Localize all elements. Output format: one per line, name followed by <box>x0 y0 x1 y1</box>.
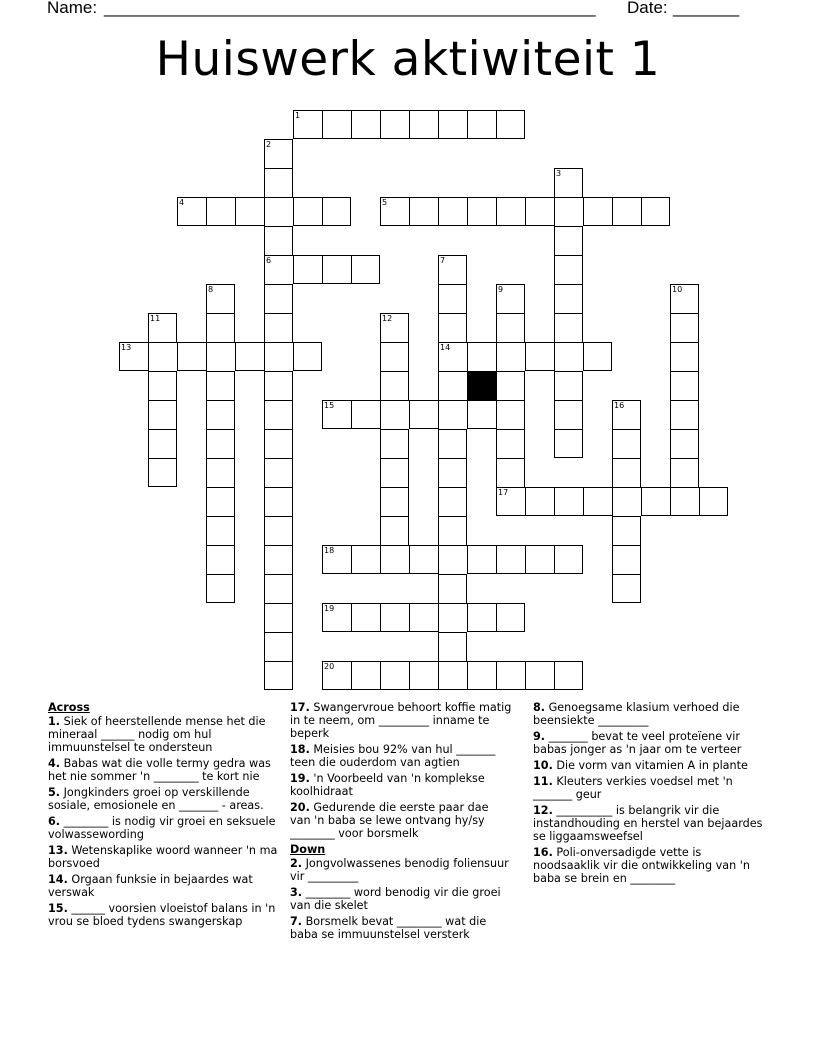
clue <box>533 701 765 727</box>
clue-number: 8. <box>533 701 546 714</box>
crossword-cell[interactable] <box>351 110 380 139</box>
crossword-cell[interactable] <box>206 458 235 487</box>
crossword-cell[interactable] <box>438 342 467 371</box>
crossword-cell[interactable] <box>438 400 467 429</box>
crossword-cell[interactable] <box>293 342 322 371</box>
crossword-cell[interactable] <box>351 661 380 690</box>
crossword-cell[interactable] <box>496 603 525 632</box>
clue-number: 14. <box>48 873 68 886</box>
crossword-cell[interactable] <box>293 197 322 226</box>
crossword-cell[interactable] <box>264 574 293 603</box>
crossword-cell[interactable] <box>612 516 641 545</box>
crossword-cell[interactable] <box>380 313 409 342</box>
crossword-cell[interactable] <box>583 342 612 371</box>
clue-text: ________ word benodig vir die groei van die skelet <box>290 886 501 912</box>
crossword-cell[interactable] <box>496 661 525 690</box>
crossword-cell[interactable] <box>554 429 583 458</box>
crossword-cell[interactable] <box>525 197 554 226</box>
cell-number: 7 <box>440 256 446 265</box>
clue-text: Swangervroue behoort koffie matig in te neem, om _________ inname te beperk <box>290 701 512 740</box>
cell-number: 5 <box>382 198 388 207</box>
crossword-cell[interactable] <box>409 400 438 429</box>
clues-column-3 <box>533 701 765 888</box>
crossword-cell[interactable] <box>670 487 699 516</box>
crossword-cell[interactable] <box>438 545 467 574</box>
clue-text: Babas wat die volle termy gedra was het nie sommer 'n ________ te kort nie <box>48 757 271 783</box>
clue-text: Jongvolwassenes benodig foliensuur vir _________ <box>290 857 509 883</box>
clue <box>48 844 284 870</box>
clue <box>533 730 765 756</box>
crossword-cell[interactable] <box>351 545 380 574</box>
crossword-cell[interactable] <box>206 284 235 313</box>
crossword-cell[interactable] <box>525 545 554 574</box>
cell-number: 9 <box>498 285 504 294</box>
crossword-cell[interactable] <box>380 516 409 545</box>
clue-text: Borsmelk bevat ________ wat die baba se immuunstelsel versterk <box>290 915 487 941</box>
crossword-cell[interactable] <box>148 429 177 458</box>
name-field-line[interactable]: ____________________________________________________ <box>104 0 596 17</box>
cell-number: 6 <box>266 256 272 265</box>
crossword-cell[interactable] <box>496 487 525 516</box>
crossword-cell[interactable] <box>380 429 409 458</box>
crossword-cell[interactable] <box>438 197 467 226</box>
crossword-cell[interactable] <box>699 487 728 516</box>
clue <box>48 757 284 783</box>
crossword-cell[interactable] <box>264 632 293 661</box>
clue-number: 3. <box>290 886 303 899</box>
crossword-cell[interactable] <box>148 458 177 487</box>
crossword-cell[interactable] <box>670 458 699 487</box>
crossword-cell[interactable] <box>467 400 496 429</box>
clue-text: Meisies bou 92% van hul _______ teen die ouderdom van agtien <box>290 743 496 769</box>
crossword-cell[interactable] <box>554 371 583 400</box>
crossword-cell[interactable] <box>496 371 525 400</box>
cell-number: 12 <box>382 314 393 323</box>
crossword-cell[interactable] <box>438 632 467 661</box>
crossword-cell[interactable] <box>554 284 583 313</box>
crossword-cell[interactable] <box>264 255 293 284</box>
cell-number: 18 <box>324 546 335 555</box>
crossword-cell[interactable] <box>380 487 409 516</box>
clue-number: 7. <box>290 915 303 928</box>
crossword-cell[interactable] <box>177 342 206 371</box>
crossword-cell[interactable] <box>148 371 177 400</box>
crossword-cell[interactable] <box>467 661 496 690</box>
crossword-cell[interactable] <box>438 487 467 516</box>
crossword-cell[interactable] <box>496 342 525 371</box>
crossword-cell[interactable] <box>264 545 293 574</box>
crossword-cell[interactable] <box>641 487 670 516</box>
crossword-cell[interactable] <box>438 255 467 284</box>
clue <box>290 915 512 941</box>
clue-number: 13. <box>48 844 68 857</box>
clue-number: 17. <box>290 701 310 714</box>
crossword-cell[interactable] <box>438 603 467 632</box>
crossword-cell[interactable] <box>206 400 235 429</box>
clues-column-1 <box>48 701 284 931</box>
clue-number: 18. <box>290 743 310 756</box>
crossword-cell[interactable] <box>322 110 351 139</box>
crossword-cell[interactable] <box>496 197 525 226</box>
cell-number: 4 <box>179 198 185 207</box>
crossword-cell[interactable] <box>525 661 554 690</box>
crossword-cell[interactable] <box>670 284 699 313</box>
clue <box>533 846 765 885</box>
crossword-cell[interactable] <box>264 313 293 342</box>
crossword-cell[interactable] <box>235 197 264 226</box>
clue-number: 6. <box>48 815 61 828</box>
crossword-cell[interactable] <box>438 661 467 690</box>
crossword-cell[interactable] <box>554 342 583 371</box>
crossword-cell[interactable] <box>554 661 583 690</box>
crossword-cell[interactable] <box>148 400 177 429</box>
clue <box>290 886 512 912</box>
clue-number: 10. <box>533 759 553 772</box>
clue <box>290 857 512 883</box>
crossword-cell[interactable] <box>264 487 293 516</box>
clue-number: 5. <box>48 786 61 799</box>
crossword-cell[interactable] <box>554 400 583 429</box>
crossword-cell[interactable] <box>554 226 583 255</box>
crossword-cell[interactable] <box>264 139 293 168</box>
crossword-cell[interactable] <box>177 197 206 226</box>
crossword-cell[interactable] <box>206 371 235 400</box>
crossword-cell[interactable] <box>148 342 177 371</box>
crossword-cell[interactable] <box>409 603 438 632</box>
crossword-cell[interactable] <box>264 458 293 487</box>
crossword-cell[interactable] <box>438 313 467 342</box>
crossword-cell[interactable] <box>467 110 496 139</box>
clue <box>48 902 284 928</box>
clue-number: 9. <box>533 730 546 743</box>
cell-number: 1 <box>295 111 301 120</box>
crossword-cell[interactable] <box>670 400 699 429</box>
crossword-cell[interactable] <box>380 661 409 690</box>
clue <box>290 743 512 769</box>
crossword-cell[interactable] <box>496 429 525 458</box>
cell-number: 19 <box>324 604 335 613</box>
crossword-cell[interactable] <box>612 574 641 603</box>
crossword-cell[interactable] <box>438 516 467 545</box>
crossword-cell[interactable] <box>438 458 467 487</box>
page-title: Huiswerk aktiwiteit 1 <box>155 32 661 87</box>
crossword-cell[interactable] <box>409 110 438 139</box>
cell-number: 2 <box>266 140 272 149</box>
clue-number: 4. <box>48 757 61 770</box>
crossword-cell[interactable] <box>496 458 525 487</box>
crossword-cell[interactable] <box>496 400 525 429</box>
clue-text: Genoegsame klasium verhoed die beensiekte _________ <box>533 701 740 727</box>
crossword-cell[interactable] <box>264 429 293 458</box>
clues-column-2 <box>290 701 512 944</box>
crossword-cell[interactable] <box>351 603 380 632</box>
clue-text: Die vorm van vitamien A in plante <box>552 759 748 772</box>
clue-text: Gedurende die eerste paar dae van 'n baba se lewe ontvang hy/sy ________ voor borsmelk <box>290 801 489 840</box>
crossword-cell[interactable] <box>206 342 235 371</box>
clue <box>290 772 512 798</box>
crossword-cell[interactable] <box>351 400 380 429</box>
crossword-cell[interactable] <box>496 110 525 139</box>
crossword-cell[interactable] <box>264 226 293 255</box>
cell-number: 14 <box>440 343 451 352</box>
crossword-cell[interactable] <box>583 197 612 226</box>
crossword-cell[interactable] <box>351 255 380 284</box>
crossword-cell[interactable] <box>612 197 641 226</box>
cell-number: 10 <box>672 285 683 294</box>
crossword-cell[interactable] <box>380 458 409 487</box>
crossword-cell[interactable] <box>670 342 699 371</box>
crossword-cell[interactable] <box>612 487 641 516</box>
crossword-cell[interactable] <box>264 661 293 690</box>
crossword-cell[interactable] <box>380 603 409 632</box>
crossword-cell[interactable] <box>264 603 293 632</box>
clue-text: Siek of heerstellende mense het die mineraal ______ nodig om hul immuunstelsel te ondersteun <box>48 715 266 754</box>
crossword-cell[interactable] <box>264 400 293 429</box>
crossword-cell[interactable] <box>264 371 293 400</box>
crossword-cell[interactable] <box>293 255 322 284</box>
clue <box>290 701 512 740</box>
crossword-cell[interactable] <box>670 429 699 458</box>
crossword-cell[interactable] <box>206 516 235 545</box>
crossword-cell[interactable] <box>496 284 525 313</box>
crossword-cell[interactable] <box>264 516 293 545</box>
crossword-cell[interactable] <box>380 400 409 429</box>
clue-number: 19. <box>290 772 310 785</box>
clue-text: ________ is nodig vir groei en seksuele volwassewording <box>48 815 276 841</box>
clue <box>48 873 284 899</box>
crossword-cell[interactable] <box>554 313 583 342</box>
crossword-cell[interactable] <box>525 342 554 371</box>
crossword-cell[interactable] <box>293 110 322 139</box>
clue-text: ______ voorsien vloeistof balans in 'n vrou se bloed tydens swangerskap <box>48 902 276 928</box>
clue-text: Kleuters verkies voedsel met 'n _______ geur <box>533 775 733 801</box>
crossword-cell[interactable] <box>525 487 554 516</box>
crossword-cell[interactable] <box>206 313 235 342</box>
crossword-cell[interactable] <box>206 197 235 226</box>
crossword-cell[interactable] <box>554 197 583 226</box>
crossword-cell[interactable] <box>235 342 264 371</box>
cell-number: 20 <box>324 662 335 671</box>
clue <box>48 786 284 812</box>
crossword-cell[interactable] <box>554 487 583 516</box>
across-heading: Across <box>48 701 90 714</box>
crossword-cell[interactable] <box>438 371 467 400</box>
crossword-cell[interactable] <box>554 168 583 197</box>
clue-number: 12. <box>533 804 553 817</box>
crossword-cell[interactable] <box>380 342 409 371</box>
clue-number: 1. <box>48 715 61 728</box>
cell-number: 15 <box>324 401 335 410</box>
crossword-cell[interactable] <box>380 110 409 139</box>
clue-number: 16. <box>533 846 553 859</box>
crossword-cell[interactable] <box>206 545 235 574</box>
crossword-cell[interactable] <box>612 545 641 574</box>
crossword-cell[interactable] <box>467 603 496 632</box>
crossword-cell[interactable] <box>206 429 235 458</box>
crossword-cell[interactable] <box>496 313 525 342</box>
cell-number: 3 <box>556 169 562 178</box>
crossword-cell[interactable] <box>322 197 351 226</box>
crossword-cell[interactable] <box>380 545 409 574</box>
crossword-cell[interactable] <box>612 458 641 487</box>
crossword-cell[interactable] <box>119 342 148 371</box>
date-field-line[interactable]: _______ <box>673 0 740 17</box>
crossword-cell[interactable] <box>467 545 496 574</box>
crossword-cell[interactable] <box>409 545 438 574</box>
crossword-cell[interactable] <box>322 661 351 690</box>
clue-text: _______ bevat te veel proteïene vir babas jonger as 'n jaar om te verteer <box>533 730 742 756</box>
crossword-cell[interactable] <box>206 487 235 516</box>
crossword-cell[interactable] <box>380 371 409 400</box>
date-label: Date: <box>627 0 668 17</box>
crossword-cell[interactable] <box>438 284 467 313</box>
clue-number: 11. <box>533 775 553 788</box>
clue <box>533 804 765 843</box>
crossword-cell[interactable] <box>670 371 699 400</box>
crossword-cell[interactable] <box>409 197 438 226</box>
crossword-cell[interactable] <box>670 313 699 342</box>
cell-number: 13 <box>121 343 132 352</box>
crossword-cell[interactable] <box>641 197 670 226</box>
black-square <box>467 371 496 400</box>
crossword-cell[interactable] <box>380 197 409 226</box>
cell-number: 11 <box>150 314 161 323</box>
crossword-cell[interactable] <box>322 255 351 284</box>
clue <box>48 715 284 754</box>
crossword-cell[interactable] <box>612 400 641 429</box>
crossword-cell[interactable] <box>322 603 351 632</box>
crossword-cell[interactable] <box>467 197 496 226</box>
crossword-cell[interactable] <box>612 429 641 458</box>
cell-number: 8 <box>208 285 214 294</box>
crossword-cell[interactable] <box>322 545 351 574</box>
crossword-cell[interactable] <box>264 168 293 197</box>
crossword-cell[interactable] <box>438 574 467 603</box>
clue-text: Wetenskaplike woord wanneer 'n ma borsvoed <box>48 844 278 870</box>
clue-text: 'n Voorbeeld van 'n komplekse koolhidraat <box>290 772 485 798</box>
crossword-cell[interactable] <box>206 574 235 603</box>
clue-text: Poli-onversadigde vette is noodsaaklik vir die ontwikkeling van 'n baba se brein en ________ <box>533 846 750 885</box>
clue <box>533 759 765 772</box>
crossword-cell[interactable] <box>438 110 467 139</box>
clue-text: __________ is belangrik vir die instandhouding en herstel van bejaardes se liggaamsweefsel <box>533 804 763 843</box>
crossword-cell[interactable] <box>148 313 177 342</box>
clue-number: 15. <box>48 902 68 915</box>
clue-text: Orgaan funksie in bejaardes wat verswak <box>48 873 253 899</box>
crossword-cell[interactable] <box>554 255 583 284</box>
name-label: Name: <box>47 0 98 17</box>
cell-number: 17 <box>498 488 509 497</box>
crossword-cell[interactable] <box>438 429 467 458</box>
crossword-cell[interactable] <box>467 342 496 371</box>
crossword-cell[interactable] <box>554 545 583 574</box>
crossword-cell[interactable] <box>264 197 293 226</box>
clue <box>533 775 765 801</box>
cell-number: 16 <box>614 401 625 410</box>
crossword-cell[interactable] <box>264 284 293 313</box>
crossword-cell[interactable] <box>583 487 612 516</box>
crossword-cell[interactable] <box>496 545 525 574</box>
clue <box>290 801 512 840</box>
down-heading: Down <box>290 843 326 856</box>
clue-number: 20. <box>290 801 310 814</box>
crossword-cell[interactable] <box>409 661 438 690</box>
clue-number: 2. <box>290 857 303 870</box>
crossword-cell[interactable] <box>264 342 293 371</box>
crossword-cell[interactable] <box>322 400 351 429</box>
clue-text: Jongkinders groei op verskillende sosiale, emosionele en _______ - areas. <box>48 786 264 812</box>
clue <box>48 815 284 841</box>
